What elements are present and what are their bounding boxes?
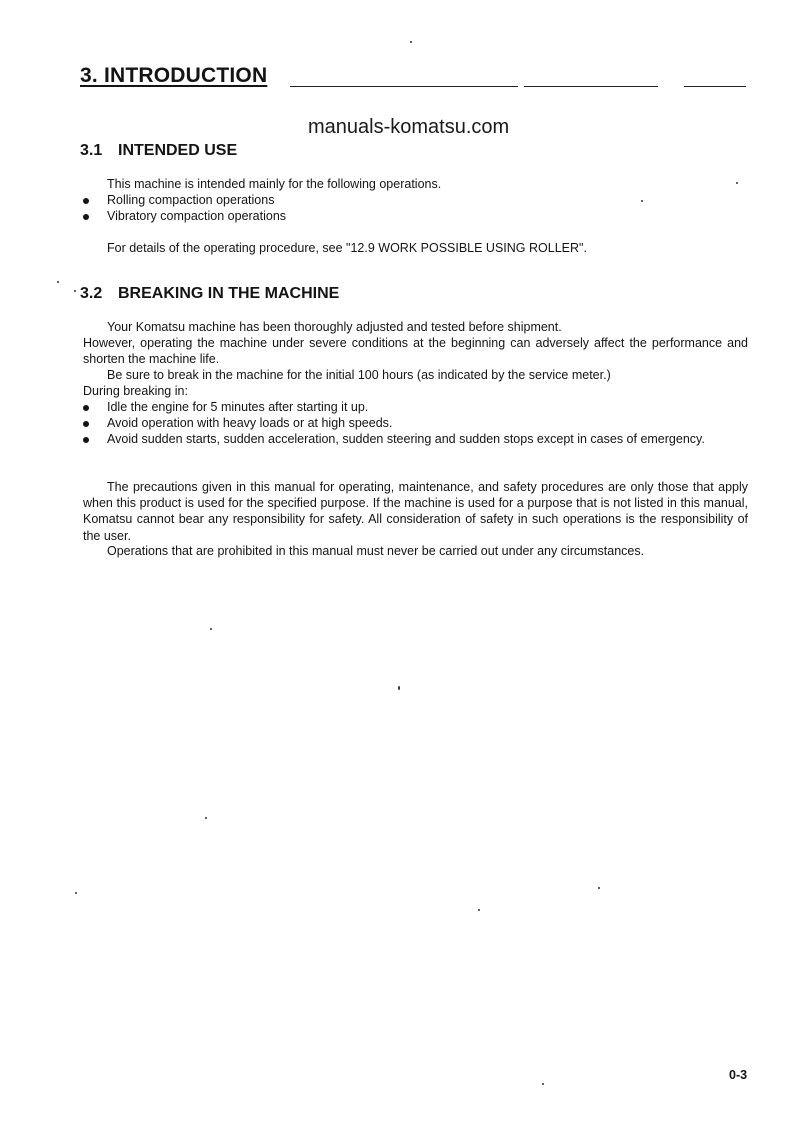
watermark-text: manuals-komatsu.com <box>308 116 510 138</box>
list-item: Avoid operation with heavy loads or at high speeds. <box>83 415 748 431</box>
bullet-icon <box>83 405 89 411</box>
list-item: Vibratory compaction operations <box>83 208 748 224</box>
scan-speck <box>74 290 76 292</box>
chapter-rule <box>290 86 518 87</box>
section-heading-intended-use <box>80 142 237 160</box>
intended-use-note: For details of the operating procedure, see "12.9 WORK POSSIBLE USING ROLLER". <box>107 241 587 255</box>
section-title: BREAKING IN THE MACHINE <box>118 285 340 302</box>
intended-use-intro: This machine is intended mainly for the following operations. <box>107 177 442 191</box>
scan-speck <box>75 892 77 894</box>
scan-speck <box>210 628 212 630</box>
breaking-in-para-2: However, operating the machine under severe conditions at the beginning can adversely affect the performance and shorten the machine life. <box>83 336 748 367</box>
list-item: Rolling compaction operations <box>83 192 748 208</box>
bullet-icon <box>83 421 89 427</box>
scan-speck <box>736 182 738 184</box>
chapter-rule <box>524 86 658 87</box>
section-number: 3.1 <box>80 142 103 159</box>
breaking-in-para-4: During breaking in: <box>83 384 188 398</box>
breaking-in-para-5: The precautions given in this manual for operating, maintenance, and safety procedures are only those that apply when this product is used for the specified purpose. If the machine is used for a purpose that is not listed in this manual, Komatsu cannot bear any responsibility for safety. All consideration of safety in such operations is the responsibility of the user. <box>83 480 748 543</box>
scan-speck <box>398 686 400 690</box>
scan-speck <box>542 1083 544 1085</box>
scan-speck <box>205 817 207 819</box>
scan-speck <box>410 41 412 43</box>
scan-speck <box>57 281 59 283</box>
breaking-in-para-6: Operations that are prohibited in this manual must never be carried out under any circumstances. <box>107 544 645 558</box>
section-title: INTENDED USE <box>118 142 238 159</box>
list-item: Avoid sudden starts, sudden acceleration, sudden steering and sudden stops except in cases of emergency. <box>83 431 748 447</box>
scan-speck <box>478 909 480 911</box>
page-number: 0-3 <box>729 1068 748 1082</box>
section-number: 3.2 <box>80 285 103 302</box>
breaking-in-para-3: Be sure to break in the machine for the initial 100 hours (as indicated by the service meter.) <box>107 368 611 382</box>
bullet-icon <box>83 437 89 443</box>
scan-speck <box>598 887 600 889</box>
chapter-rule <box>684 86 746 87</box>
scan-speck <box>641 200 643 202</box>
breaking-in-para-1: Your Komatsu machine has been thoroughly adjusted and tested before shipment. <box>107 320 562 334</box>
chapter-title: 3. INTRODUCTION <box>80 64 268 87</box>
bullet-icon <box>83 214 89 220</box>
bullet-icon <box>83 198 89 204</box>
list-item: Idle the engine for 5 minutes after starting it up. <box>83 399 748 415</box>
section-heading-breaking-in <box>80 285 339 303</box>
